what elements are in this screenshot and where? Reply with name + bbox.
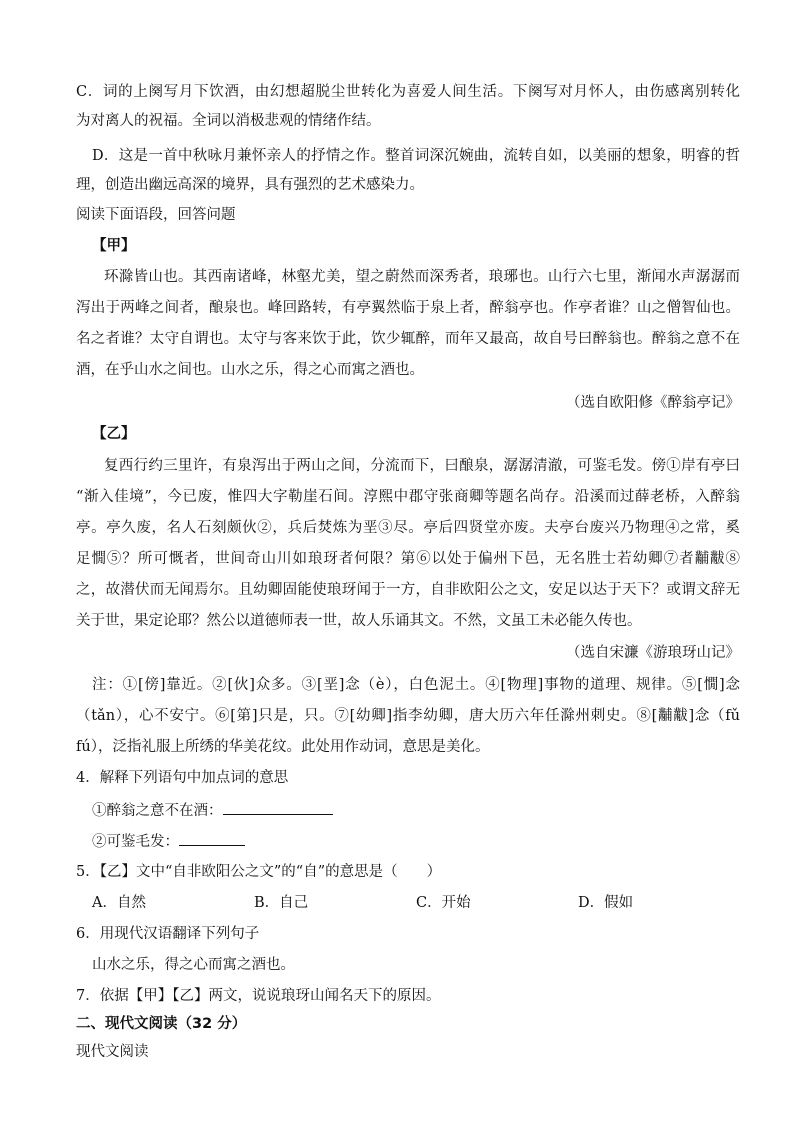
question-4-stem: 4．解释下列语句中加点词的意思: [76, 770, 289, 786]
passage-yi-source: （选自宋濂《游琅玡山记》: [566, 645, 740, 661]
passage-yi-line: “渐入佳境”，今已废，惟四大字勒崖石间。淳熙中郡守张商卿等题名尚存。沿溪而过薛老桥，入醉翁: [76, 489, 740, 505]
passage-jia-line: 泻出于两峰之间者，酿泉也。峰回路转，有亭翼然临于泉上者，醉翁亭也。作亭者谁？山之僧智仙也。: [76, 300, 740, 316]
passage-yi-label: 【乙】: [92, 426, 136, 442]
passage-jia-line: 环滁皆山也。其西南诸峰，林壑尤美，望之蔚然而深秀者，琅琊也。山行六七里，渐闻水声潺潺而: [104, 269, 740, 285]
option-d-line-2: 理，创造出幽远高深的境界，具有强烈的艺术感染力。: [76, 177, 424, 193]
option-c-line-1: C．词的上阕写月下饮酒，由幻想超脱尘世转化为喜爱人间生活。下阕写对月怀人，由伤感离别转化: [76, 84, 740, 100]
question-4-item-2: [92, 831, 245, 852]
passage-jia-line: 酒，在乎山水之间也。山水之乐，得之心而寓之酒也。: [76, 362, 424, 378]
question-5-option-b[interactable]: B．自己: [254, 895, 309, 911]
notes-line: 注：①[傍]靠近。②[伙]众多。③[垩]念（è），白色泥土。④[物理]事物的道理、规律。⑤[憪]念: [92, 677, 740, 693]
question-5-stem: 5．【乙】文中“自非欧阳公之文”的“自”的意思是（ ）: [76, 864, 442, 880]
question-4-item-1: [92, 800, 333, 821]
passage-yi-line: 复西行约三里许，有泉泻出于两山之间，分流而下，曰酿泉，潺潺清澈，可鉴毛发。傍①岸有亭曰: [104, 458, 740, 474]
question-7-stem: 7．依据【甲】【乙】两文，说说琅玡山闻名天下的原因。: [76, 988, 441, 1004]
question-4-item-2-text: ②可鉴毛发：: [92, 834, 179, 850]
question-5-option-a[interactable]: A．自然: [92, 895, 146, 911]
passage-jia-source: （选自欧阳修《醉翁亭记》: [566, 395, 740, 411]
option-d-line-1: D．这是一首中秋咏月兼怀亲人的抒情之作。整首词深沉婉曲，流转自如，以美丽的想象，明睿的哲: [92, 148, 740, 164]
question-5-option-c[interactable]: C．开始: [416, 895, 471, 911]
section-2-subheading: 现代文阅读: [76, 1044, 149, 1060]
notes-line: （tǎn），心不安宁。⑥[第]只是，只。⑦[幼卿]指李幼卿，唐大历六年任滁州刺史。⑧[黼黻]念（fǔ: [76, 708, 740, 724]
passage-jia-label: 【甲】: [92, 238, 136, 254]
passage-yi-line: 亭。亭久废，名人石刻颇伙②，兵后焚炼为垩③尽。亭后四贤堂亦废。夫亭台废兴乃物理④之常，奚: [76, 520, 740, 536]
question-6-stem: 6．用现代汉语翻译下列句子: [76, 926, 260, 942]
passage-yi-line: 关于世，果定论耶？然公以道德师表一世，故人乐诵其文。不然，文虽工未必能久传也。: [76, 613, 642, 629]
notes-line: fú），泛指礼服上所绣的华美花纹。此处用作动词，意思是美化。: [76, 739, 490, 755]
answer-blank[interactable]: [179, 831, 245, 846]
reading-instruction: 阅读下面语段，回答问题: [76, 207, 236, 223]
passage-yi-line: 之，故潜伏而无闻焉尔。且幼卿固能使琅玡闻于一方，自非欧阳公之文，安足以达于天下？或谓文辞无: [76, 582, 740, 598]
passage-yi-line: 足憪⑤？所可慨者，世间奇山川如琅玡者何限？第⑥以处于偏州下邑，无名胜士若幼卿⑦者黼黻⑧: [76, 551, 740, 567]
question-4-item-1-text: ①醉翁之意不在酒：: [92, 803, 223, 819]
question-5-option-d[interactable]: D．假如: [578, 895, 634, 911]
answer-blank[interactable]: [223, 800, 333, 815]
question-6-sentence: 山水之乐，得之心而寓之酒也。: [92, 957, 295, 973]
section-2-heading: 二、现代文阅读（32 分）: [76, 1016, 247, 1032]
option-c-line-2: 为对离人的祝福。全词以消极悲观的情绪作结。: [76, 113, 381, 129]
passage-jia-line: 名之者谁？太守自谓也。太守与客来饮于此，饮少辄醉，而年又最高，故自号曰醉翁也。醉翁之意不在: [76, 331, 740, 347]
